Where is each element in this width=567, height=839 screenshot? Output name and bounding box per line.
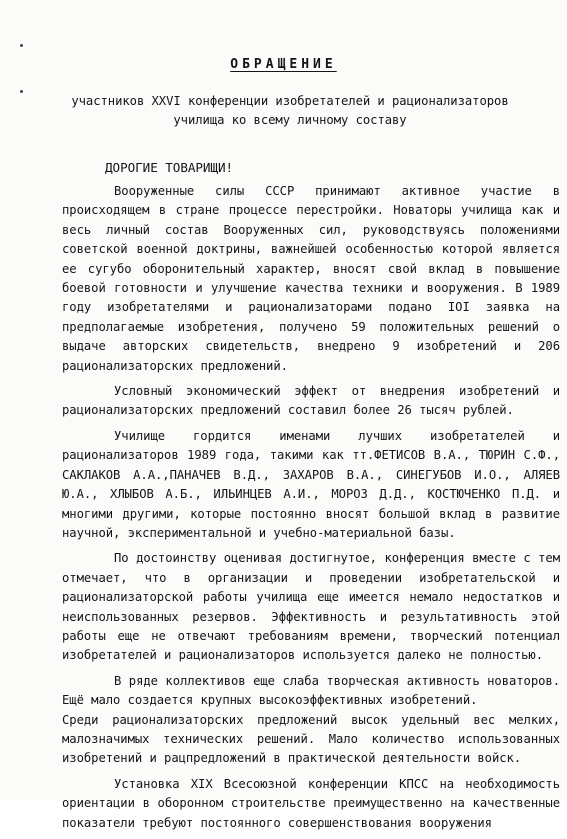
paragraph-shortcomings: По достоинству оценивая достигнутое, конференция вместе с тем отмечает, что в организации и проведении изобретательской и рационализаторской работы училища еще имеется немало недостатков и неиспользованных резервов. Эффективность и результативность этой работы еще не отвечают требованиям времени, творческий потенциал изобретателей и рационализаторов используется далеко не полностью. — [62, 551, 560, 663]
paragraph-statistics: Вооруженные силы СССР принимают активное участие в происходящем в стране процессе перестройки. Новаторы училища как и весь личный состав Вооруженных сил, руководствуясь положениями советской военной доктрины, важнейшей особенностью которой является ее сугубо оборонительный характер, вносят свой вклад в повышение боевой готовности и улучшение качества техники и вооружения. В 1989 году изобретателями и рационализаторами подано IOI заявка на предполагаемые изобретения, получено 59 положительных решений о выдаче авторских свидетельств, внедрено 9 изобретений и 206 рационализаторских предложений. — [62, 184, 560, 373]
subtitle-line-1: участников XXVI конференции изобретателей и рационализаторов — [71, 94, 509, 108]
margin-mark — [20, 90, 23, 93]
document-body — [62, 182, 560, 839]
document-subtitle — [30, 92, 550, 130]
document-title — [0, 55, 567, 74]
margin-mark — [20, 44, 23, 47]
paragraph-low-activity: В ряде коллективов еще слаба творческая активность новаторов. Ещё мало создается крупных высокоэффективных изобретений. — [62, 673, 560, 708]
greeting: ДОРОГИЕ ТОВАРИЩИ! — [105, 160, 234, 175]
document-title-text: ОБРАЩЕНИЕ — [230, 57, 337, 72]
paragraph-xix-conference: Установка XIX Всесоюзной конференции КПСС на необходимость ориентации в оборонном строительстве преимущественно на качественные показатели требуют постоянного совершенствования вооружения — [62, 776, 560, 830]
subtitle-line-2: училища ко всему личному составу — [173, 113, 407, 127]
paragraph-economic-effect: Условный экономический эффект от внедрения изобретений и рационализаторских предложений составил более 26 тысяч рублей. — [62, 384, 560, 418]
paragraph-best-inventors: Училище гордится именами лучших изобретателей и рационализаторов 1989 года, такими как тт.ФЕТИСОВ В.А., ТЮРИН С.Ф., САКЛАКОВ А.А.,ПАНАЧЕВ В.Д., ЗАХАРОВ В.А., СИНЕГУБОВ И.О., АЛЯЕВ Ю.А., ХЛЫБОВ А.Б., ИЛЬИНЦЕВ А.И., МОРОЗ Д.Д., КОСТЮЧЕНКО П.Д. и многими другими, которые постоянно вносят большой вклад в развитие научной, экспериментальной и учебно-материальной базы. — [62, 428, 560, 540]
paragraph-minor-solutions: Среди рационализаторских предложений высок удельный вес мелких, малозначимых технических решений. Мало количество использованных изобретений и рацпредложений в практической деятельности войск. — [62, 712, 560, 766]
